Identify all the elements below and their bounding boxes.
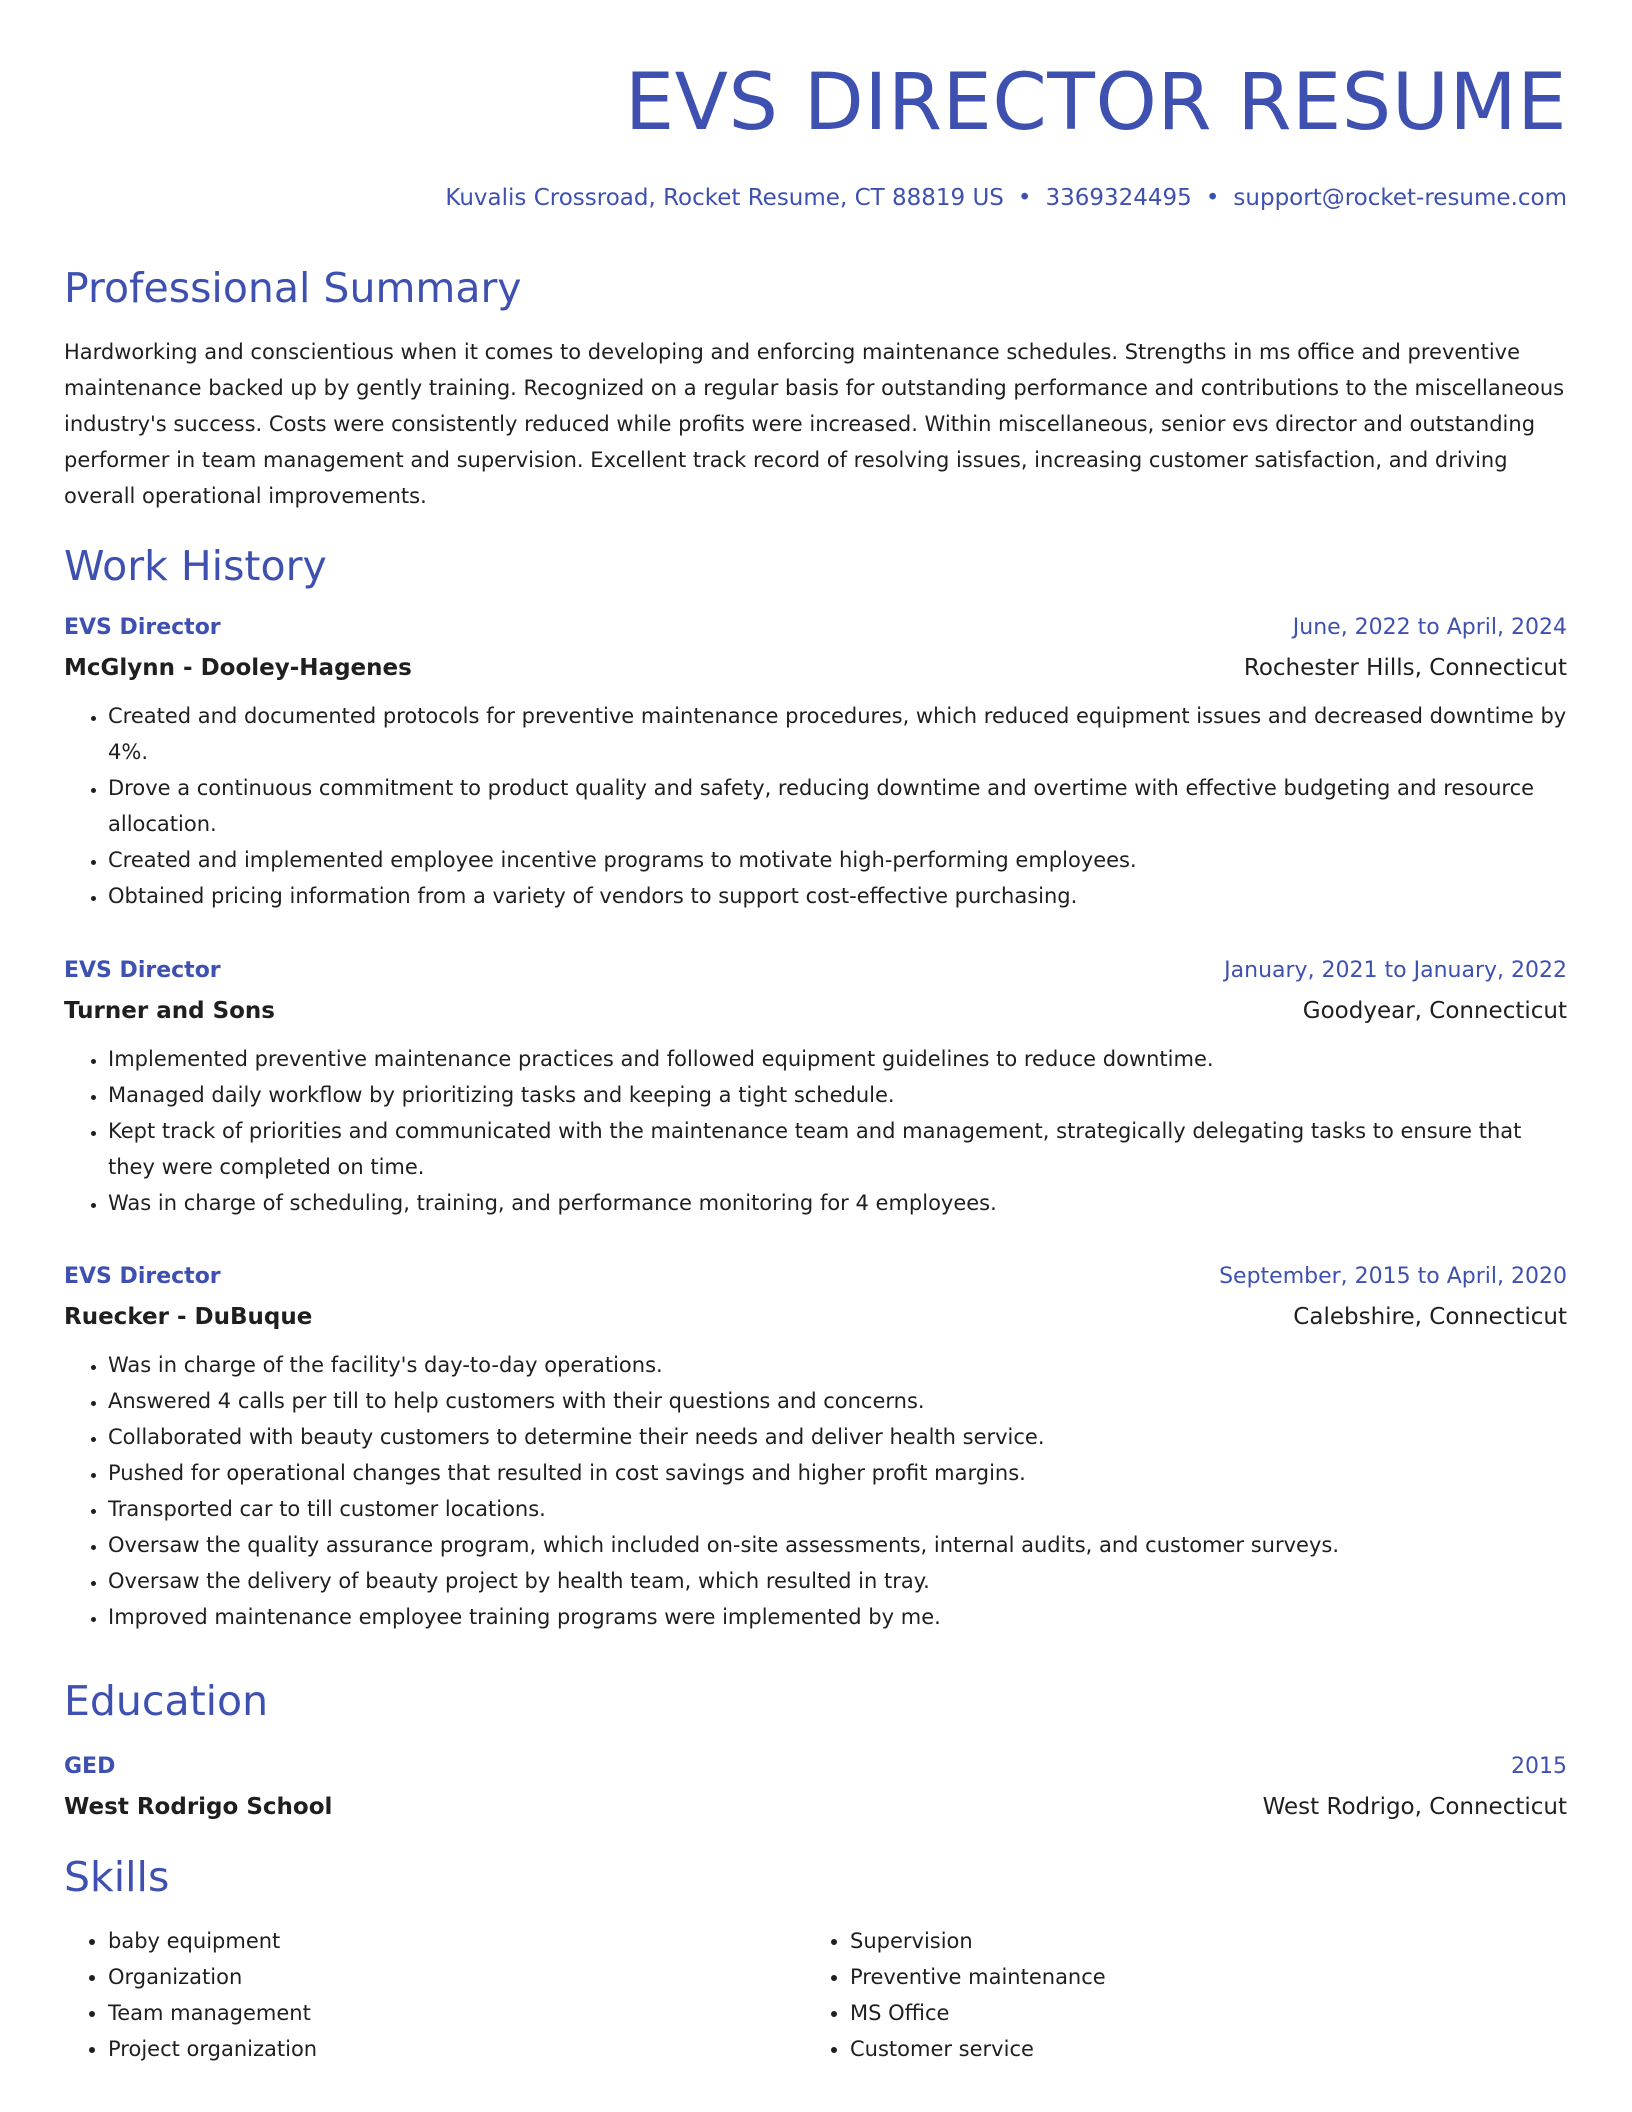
job-dates: January, 2021 to January, 2022	[1224, 958, 1567, 983]
list-item: • Created and implemented employee incentive programs to motivate high-performing employees.	[108, 842, 1567, 878]
list-item: • Managed daily workflow by prioritizing tasks and keeping a tight schedule.	[108, 1077, 1567, 1113]
job-role: EVS Director	[64, 958, 221, 983]
list-item: • Collaborated with beauty customers to determine their needs and deliver health service.	[108, 1419, 1567, 1455]
skill-item: • Preventive maintenance	[850, 1959, 1106, 1995]
section-title-summary: Professional Summary	[64, 264, 522, 312]
education-year: 2015	[1511, 1754, 1567, 1779]
separator-dot: •	[1017, 185, 1032, 211]
summary-text: Hardworking and conscientious when it comes to developing and enforcing maintenance schedules. Strengths in ms office and preventive maintenance backed up by gently training. Recognized on a regular basis for outstanding performance and contributions to the miscellaneous industry's success. Costs were consistently reduced while profits were increased. Within miscellaneous, senior evs director and outstanding performer in team management and supervision. Excellent track record of resolving issues, increasing customer satisfaction, and driving overall operational improvements.	[64, 340, 1565, 508]
list-item: • Transported car to till customer locations.	[108, 1491, 1567, 1527]
list-item: • Answered 4 calls per till to help customers with their questions and concerns.	[108, 1383, 1567, 1419]
job-location: Calebshire, Connecticut	[1293, 1304, 1567, 1330]
job-dates: September, 2015 to April, 2020	[1219, 1264, 1567, 1289]
job-bullets	[64, 1041, 1567, 1221]
job-role: EVS Director	[64, 1264, 221, 1289]
list-item: • Created and documented protocols for preventive maintenance procedures, which reduced equipment issues and decreased downtime by 4%.	[108, 698, 1567, 770]
job-entry	[64, 951, 1567, 1221]
list-item: • Was in charge of scheduling, training, and performance monitoring for 4 employees.	[108, 1185, 1567, 1221]
education-header-row	[64, 1747, 1567, 1787]
job-entry	[64, 608, 1567, 914]
education-school-row	[64, 1787, 1567, 1827]
education-entry	[64, 1747, 1567, 1827]
job-company: McGlynn - Dooley-Hagenes	[64, 655, 412, 681]
list-item: • Implemented preventive maintenance practices and followed equipment guidelines to reduce downtime.	[108, 1041, 1567, 1077]
job-company-row	[64, 1297, 1567, 1337]
list-item: • Pushed for operational changes that resulted in cost savings and higher profit margins.	[108, 1455, 1567, 1491]
skill-item: • baby equipment	[108, 1923, 317, 1959]
resume-title: EVS DIRECTOR RESUME	[624, 58, 1567, 148]
list-item: • Oversaw the delivery of beauty project by health team, which resulted in tray.	[108, 1563, 1567, 1599]
skill-item: • Organization	[108, 1959, 317, 1995]
contact-address: Kuvalis Crossroad, Rocket Resume, CT 88819 US	[445, 185, 1004, 211]
job-company: Turner and Sons	[64, 998, 275, 1024]
job-dates: June, 2022 to April, 2024	[1292, 615, 1567, 640]
contact-email: support@rocket-resume.com	[1233, 185, 1567, 211]
job-role: EVS Director	[64, 615, 221, 640]
job-company-row	[64, 991, 1567, 1031]
job-location: Goodyear, Connecticut	[1302, 998, 1567, 1024]
list-item: • Oversaw the quality assurance program, which included on-site assessments, internal audits, and customer surveys.	[108, 1527, 1567, 1563]
job-header-row	[64, 608, 1567, 648]
education-location: West Rodrigo, Connecticut	[1262, 1794, 1567, 1820]
list-item: • Obtained pricing information from a variety of vendors to support cost-effective purchasing.	[108, 878, 1567, 914]
skill-item: • Supervision	[850, 1923, 1106, 1959]
section-title-work-history: Work History	[64, 542, 327, 590]
section-title-education: Education	[64, 1677, 269, 1725]
list-item: • Kept track of priorities and communicated with the maintenance team and management, strategically delegating tasks to ensure that they were completed on time.	[108, 1113, 1567, 1185]
job-company: Ruecker - DuBuque	[64, 1304, 313, 1330]
list-item: • Drove a continuous commitment to product quality and safety, reducing downtime and overtime with effective budgeting and resource allocation.	[108, 770, 1567, 842]
skill-item: • Customer service	[850, 2031, 1106, 2067]
job-bullets	[64, 698, 1567, 914]
skill-item: • MS Office	[850, 1995, 1106, 2031]
list-item: • Improved maintenance employee training programs were implemented by me.	[108, 1599, 1567, 1635]
contact-phone: 3369324495	[1045, 185, 1192, 211]
education-school: West Rodrigo School	[64, 1794, 333, 1820]
separator-dot: •	[1205, 185, 1220, 211]
job-bullets	[64, 1347, 1567, 1635]
job-location: Rochester Hills, Connecticut	[1243, 655, 1567, 681]
section-title-skills: Skills	[64, 1853, 170, 1901]
list-item: • Was in charge of the facility's day-to-day operations.	[108, 1347, 1567, 1383]
job-header-row	[64, 1257, 1567, 1297]
job-company-row	[64, 648, 1567, 688]
skills-column-left	[64, 1923, 317, 2067]
job-entry	[64, 1257, 1567, 1635]
job-header-row	[64, 951, 1567, 991]
skills-column-right	[806, 1923, 1106, 2067]
skill-item: • Team management	[108, 1995, 317, 2031]
education-degree: GED	[64, 1754, 116, 1779]
skill-item: • Project organization	[108, 2031, 317, 2067]
contact-line	[445, 181, 1567, 215]
